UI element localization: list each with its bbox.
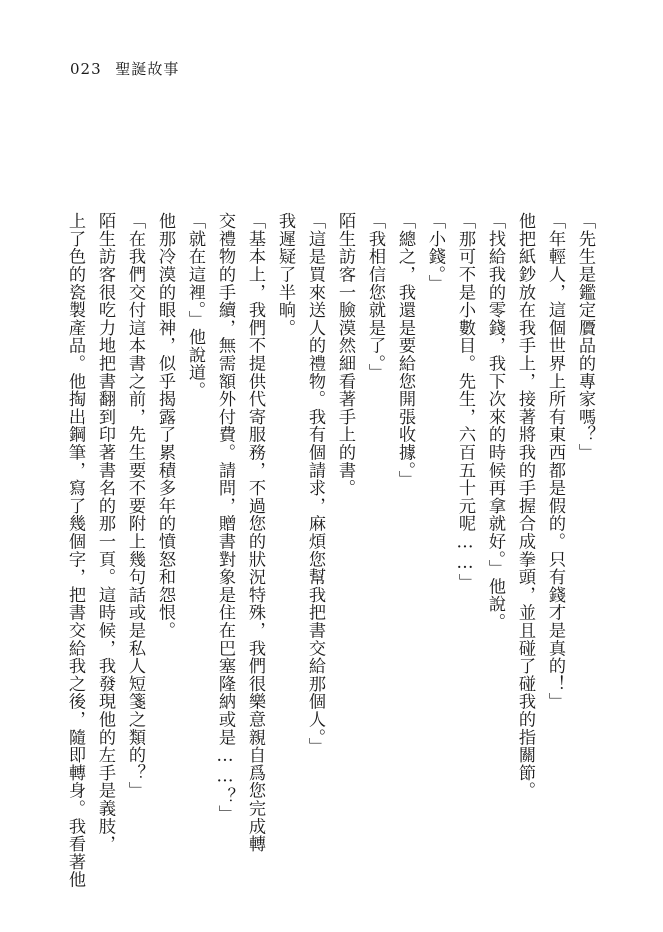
- text-line: 「這是買來送人的禮物。我有個請求，麻煩您幫我把書交給那個人。」: [305, 212, 325, 756]
- text-line: 「先生是鑑定贗品的專家嗎？」: [575, 212, 595, 462]
- text-line: 陌生訪客一臉漠然細看著手上的書。: [335, 212, 355, 497]
- text-line: 「小錢。」: [425, 212, 445, 293]
- text-line: 「我相信您就是了。」: [365, 212, 385, 382]
- text-line: 陌生訪客很吃力地把書翻到印著書名的那一頁。這時候，我發現他的左手是義肢，: [95, 212, 115, 853]
- chapter-title: 聖誕故事: [115, 60, 180, 78]
- text-line: 交禮物的手續，無需額外付費。請問，贈書對象是住在巴塞隆納或是……？」: [215, 212, 235, 823]
- running-header: [70, 58, 179, 79]
- text-line: 他把紙鈔放在我手上，接著將我的手握合成拳頭，並且碰了碰我的指關節。: [515, 212, 535, 800]
- text-line: 「就在這裡。」他說道。: [185, 212, 205, 400]
- text-line: 我遲疑了半晌。: [275, 212, 295, 337]
- page-number: 023: [70, 60, 102, 78]
- body-text: [65, 212, 596, 889]
- text-line: 「在我們交付這本書之前，先生要不要附上幾句話或是私人短箋之類的？」: [125, 212, 145, 800]
- text-line: 上了色的瓷製產品。他掏出鋼筆，寫了幾個字，把書交給我之後，隨即轉身。我看著他: [65, 212, 85, 889]
- text-line: 「基本上，我們不提供代寄服務，不過您的狀況特殊，我們很樂意親自爲您完成轉: [245, 212, 265, 853]
- text-line: 「總之，我還是要給您開張收據。」: [395, 212, 415, 489]
- text-line: 「那可不是小數目。先生，六百五十元呢……」: [455, 212, 475, 592]
- text-line: 「找給我的零錢，我下次來的時候再拿就好。」他說。: [485, 212, 505, 631]
- text-line: 他那冷漠的眼神，似乎揭露了累積多年的憤怒和怨恨。: [155, 212, 175, 640]
- text-line: 「年輕人，這個世界上所有東西都是假的。只有錢才是真的！」: [545, 212, 565, 711]
